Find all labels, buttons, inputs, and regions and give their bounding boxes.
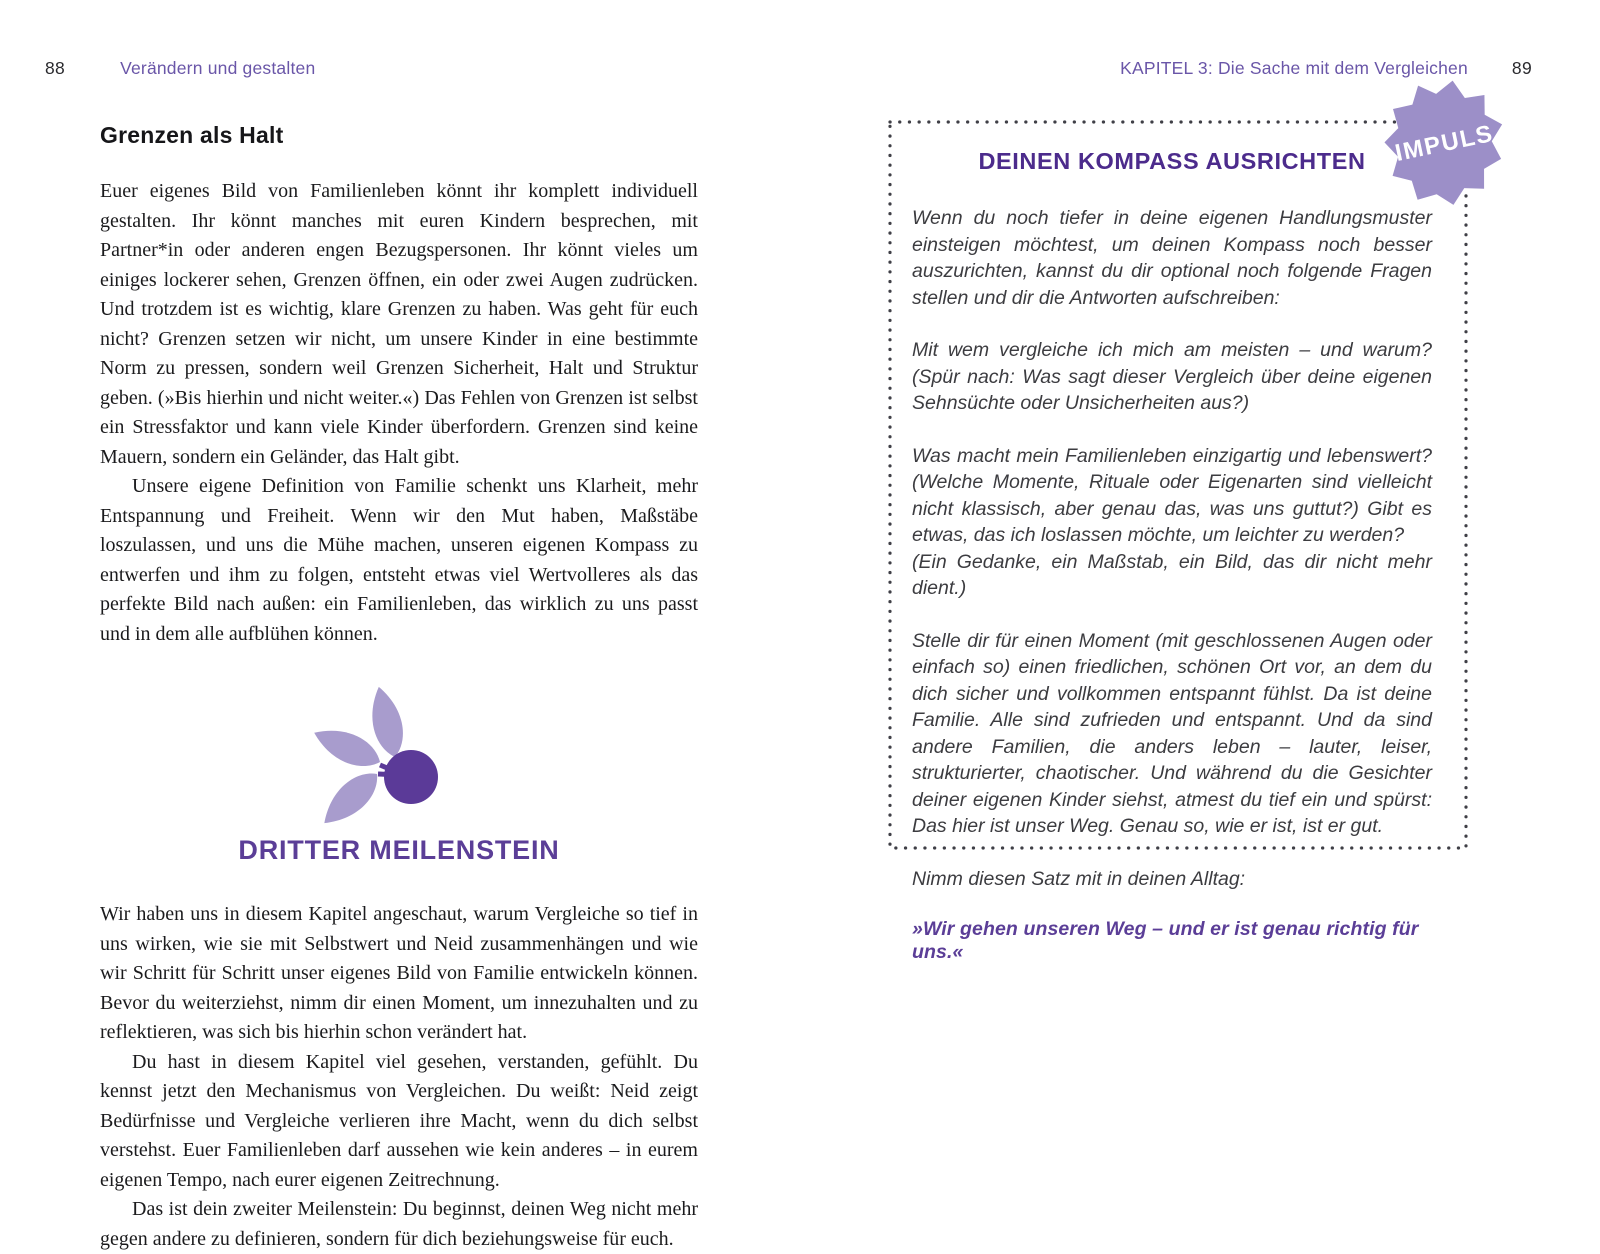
impulse-paragraph: Wenn du noch tiefer in deine eigenen Handlungsmuster einsteigen möchtest, um deinen Kompass noch besser auszurichten, kannst du dir optional noch folgende Fragen stellen und dir die Antworten aufschreiben:	[912, 207, 1432, 309]
impulse-paragraph: Mit wem vergleiche ich mich am meisten – und warum? (Spür nach: Was sagt dieser Vergleich über deine eigenen Sehnsüchte oder Unsicherheiten aus?)	[912, 339, 1432, 414]
running-head-left-label: Verändern und gestalten	[120, 58, 316, 78]
impulse-quote: »Wir gehen unseren Weg – und er ist genau richtig für uns.«	[912, 918, 1419, 963]
body-paragraph: Euer eigenes Bild von Familienleben könnt ihr komplett individuell gestalten. Ihr könnt manches mit euren Kindern besprechen, mit Partner*in oder anderen engen Bezugspersonen. Ihr könnt vieles um einiges lockerer sehen, Grenzen öffnen, ein oder zwei Augen zudrücken. Und trotzdem ist es wichtig, klare Grenzen zu haben. Was geht für euch nicht? Grenzen setzen wir nicht, um unsere Kinder in eine bestimmte Norm zu pressen, sondern weil Grenzen Sicherheit, Halt und Struktur geben. (»Bis hierhin und nicht weiter.«) Das Fehlen von Grenzen ist selbst ein Stressfaktor und kann viele Kinder überfordern. Grenzen sind keine Mauern, sondern ein Geländer, das Halt gibt.	[100, 180, 698, 468]
badge-label: IMPULS	[1392, 119, 1496, 168]
milestone-title: DRITTER MEILENSTEIN	[238, 835, 560, 865]
running-head-left	[45, 58, 315, 79]
page-number-right: 89	[1511, 58, 1532, 78]
impulse-paragraph: Nimm diesen Satz mit in deinen Alltag:	[912, 867, 1246, 890]
impulse-paragraph: (Ein Gedanke, ein Maßstab, ein Bild, das dir nicht mehr dient.)	[912, 550, 1432, 599]
running-head-right-label: KAPITEL 3: Die Sache mit dem Vergleichen	[1120, 58, 1468, 78]
body-paragraph: Du hast in diesem Kapitel viel gesehen, verstanden, gefühlt. Du kennst jetzt den Mechanismus von Vergleichen. Du weißt: Neid zeigt Bedürfnisse und Vergleiche verlieren ihre Macht, wenn du dich selbst verstehst. Euer Familienleben darf aussehen wie kein anderes – in eurem eigenen Tempo, nach eurer eigenen Zeitrechnung.	[100, 1050, 698, 1191]
impulse-box	[888, 120, 1468, 963]
page-number-left: 88	[45, 58, 66, 78]
milestone-section	[100, 675, 698, 866]
body-paragraph: Wir haben uns in diesem Kapitel angeschaut, warum Vergleiche so tief in uns wirken, wie sie mit Selbstwert und Neid zusammenhängen und wie wir Schritt für Schritt unser eigenes Bild von Familie entwickeln können. Bevor du weiterziehst, nimm dir einen Moment, um innezuhalten und zu reflektieren, was sich bis hierhin schon verändert hat.	[100, 903, 698, 1043]
impulse-paragraph: Was macht mein Familienleben einzigartig und lebenswert? (Welche Momente, Rituale oder Eigenarten sind vielleicht nicht klassisch, aber genau das, was uns guttut?) Gibt es etwas, das ich loslassen möchte, um leichter zu werden?	[912, 444, 1432, 546]
impulse-title: DEINEN KOMPASS AUSRICHTEN	[978, 148, 1366, 174]
impuls-badge	[1378, 76, 1510, 208]
section-heading: Grenzen als Halt	[100, 122, 284, 148]
body-paragraph: Unsere eigene Definition von Familie schenkt uns Klarheit, mehr Entspannung und Freiheit. Wenn wir den Mut haben, Maßstäbe loszulassen, und uns die Mühe machen, unseren eigenen Kompass zu entwerfen und ihm zu folgen, entsteht etwas viel Wertvolleres als das perfekte Bild nach außen: ein Familienleben, das wirklich zu uns passt und in dem alle aufblühen können.	[100, 475, 698, 645]
impulse-paragraph: Stelle dir für einen Moment (mit geschlossenen Augen oder einfach so) einen friedlichen, schönen Ort vor, an dem du dich sicher und vollkommen entspannt fühlst. Da ist deine Familie. Alle sind zufrieden und entspannt. Und da sind andere Familien, die anders leben – lauter, leiser, strukturierter, chaotischer. Und während du die Gesichter deiner eigenen Kinder siehst, atmest du tief ein und spürst: Das hier ist unser Weg. Genau so, wie er ist, ist er gut.	[912, 629, 1432, 837]
flower-berry-icon	[314, 675, 484, 825]
left-page-column	[100, 122, 698, 1254]
body-paragraph: Das ist dein zweiter Meilenstein: Du beginnst, deinen Weg nicht mehr gegen andere zu definieren, sondern für dich beziehungsweise für euch.	[100, 1198, 698, 1250]
impulse-content	[888, 120, 1468, 963]
